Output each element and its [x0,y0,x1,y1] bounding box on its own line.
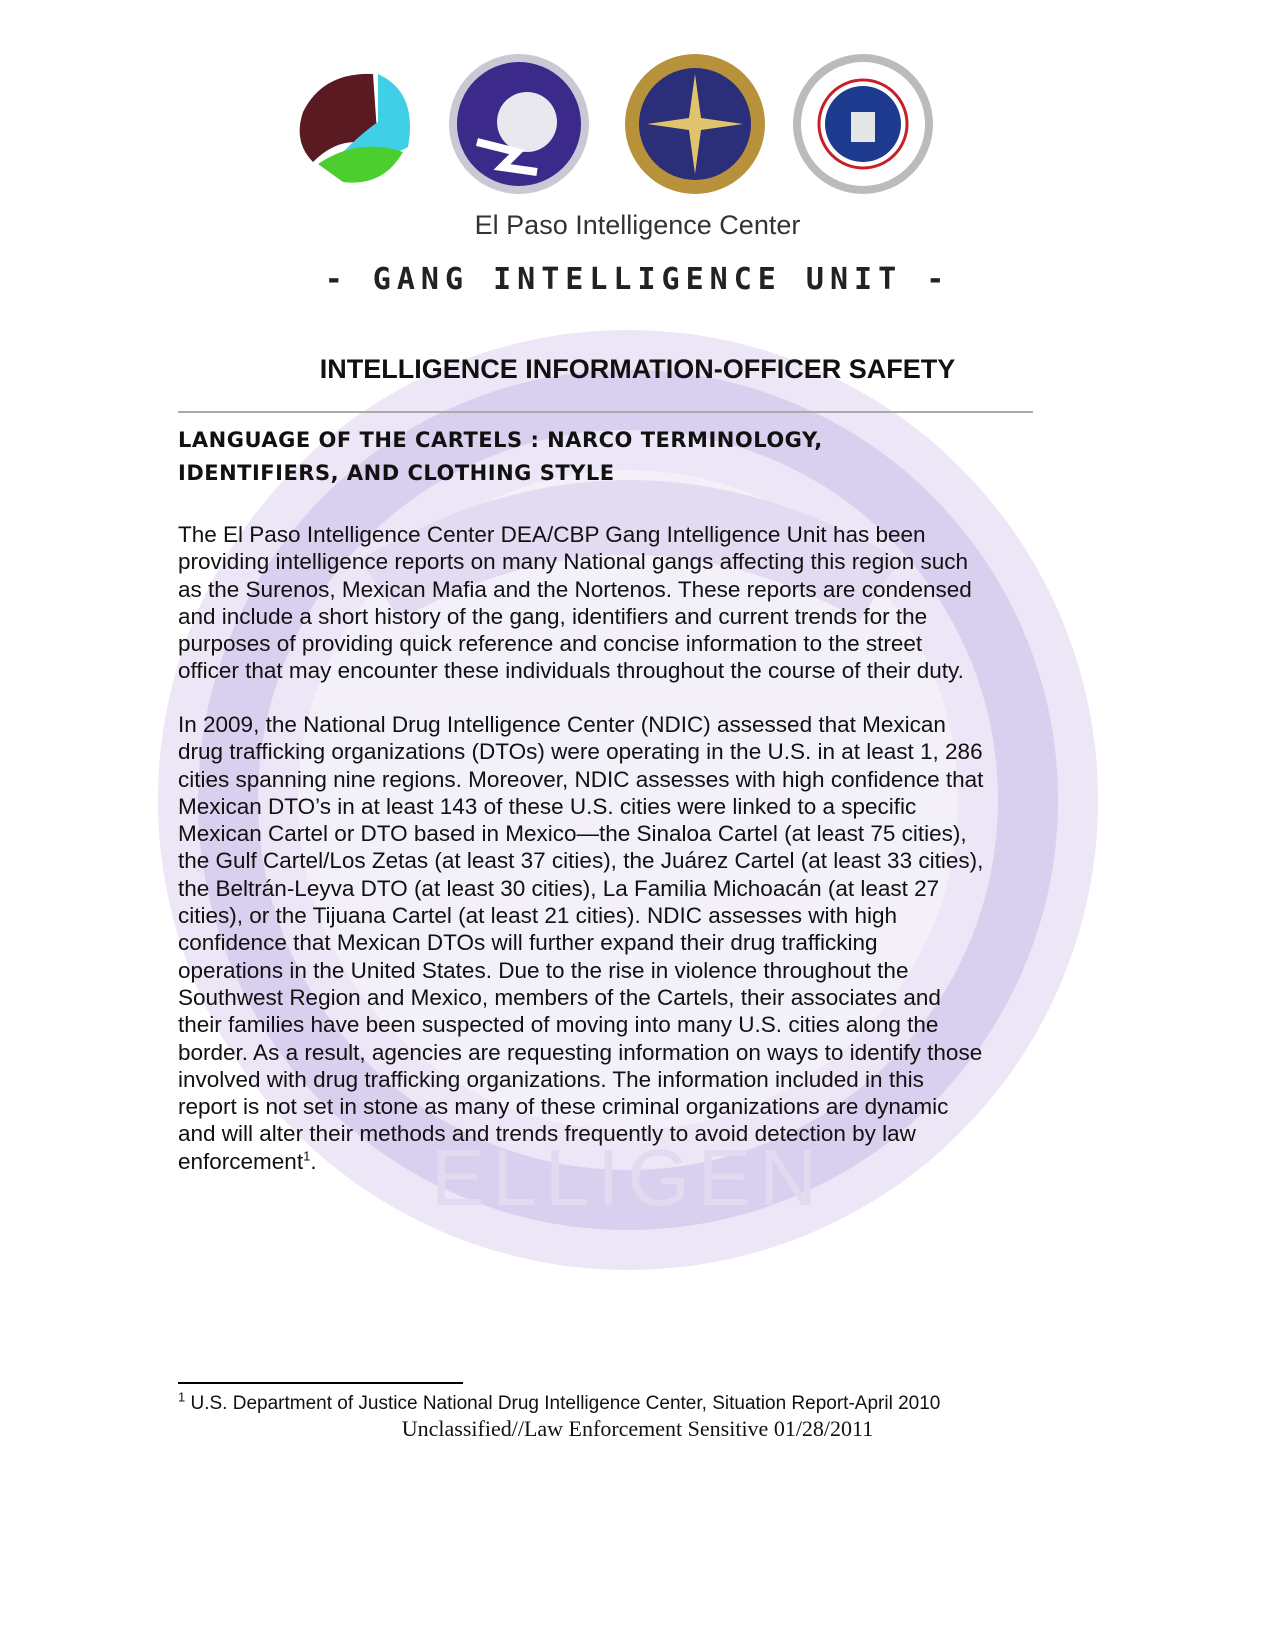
text-line: officer that may encounter these individuals throughout the course of their duty. [178,658,964,684]
text-line: providing intelligence reports on many National gangs affecting this region such [178,549,969,575]
section-heading [178,424,823,490]
dea-logo [283,52,428,197]
svg-text:ELLIGEN: ELLIGEN [431,1133,825,1222]
text-line: Southwest Region and Mexico, members of the Cartels, their associates and [178,984,941,1010]
text-fragment: enforcement [178,1148,304,1174]
text-line: border. As a result, agencies are requesting information on ways to identify those [178,1039,983,1065]
cbp-seal [623,52,768,197]
text-line [178,1148,983,1175]
paragraph-ndic [178,711,983,1175]
text-line: and will alter their methods and trends frequently to avoid detection by law [178,1121,916,1147]
text-line: their families have been suspected of moving into many U.S. cities along the [178,1012,939,1038]
footnote-ref: 1 [303,1148,311,1164]
heading-line: LANGUAGE OF THE CARTELS : NARCO TERMINOLOGY, [178,428,823,452]
text-line: cities), or the Tijuana Cartel (at least 21 cities). NDIC assesses with high [178,903,898,929]
paragraph-intro [178,521,972,685]
text-line: and include a short history of the gang, identifiers and current trends for the [178,603,928,629]
text-line: Mexican Cartel or DTO based in Mexico—the Sinaloa Cartel (at least 75 cities), [178,821,967,847]
document-title: INTELLIGENCE INFORMATION-OFFICER SAFETY [319,354,956,384]
text-line: operations in the United States. Due to the rise in violence throughout the [178,957,909,983]
footnote-marker: 1 [178,1389,186,1405]
text-line: The El Paso Intelligence Center DEA/CBP Gang Intelligence Unit has been [178,522,926,547]
footnote-divider [178,1382,463,1384]
epic-logo [447,52,592,197]
heading-line: IDENTIFIERS, AND CLOTHING STYLE [178,461,615,485]
text-line: report is not set in stone as many of these criminal organizations are dynamic [178,1094,949,1120]
text-line: Mexican DTO’s in at least 143 of these U.S. cities were linked to a specific [178,793,917,819]
text-line: confidence that Mexican DTOs will further expand their drug trafficking [178,930,878,956]
classification-footer: Unclassified//Law Enforcement Sensitive 01/28/2011 [401,1416,874,1441]
center-name: El Paso Intelligence Center [474,210,801,240]
unit-name: - GANG INTELLIGENCE UNIT - [324,262,951,297]
text-line: purposes of providing quick reference and concise information to the street [178,631,923,657]
text-line: the Gulf Cartel/Los Zetas (at least 37 cities), the Juárez Cartel (at least 33 cities), [178,848,984,874]
title-divider [178,411,1033,413]
text-line: the Beltrán-Leyva DTO (at least 30 cities), La Familia Michoacán (at least 27 [178,875,940,901]
text-line: In 2009, the National Drug Intelligence Center (NDIC) assessed that Mexican [178,712,946,737]
text-line: drug trafficking organizations (DTOs) were operating in the U.S. in at least 1, 286 [178,739,983,765]
footnote-text: U.S. Department of Justice National Drug Intelligence Center, Situation Report-April 2010 [185,1393,941,1414]
text-fragment: . [310,1148,317,1174]
dhs-seal [791,52,936,197]
text-line: as the Surenos, Mexican Mafia and the Nortenos. These reports are condensed [178,576,972,602]
text-line: involved with drug trafficking organizations. The information included in this [178,1066,924,1092]
text-line: cities spanning nine regions. Moreover, NDIC assesses with high confidence that [178,766,984,792]
footnote [178,1389,941,1415]
